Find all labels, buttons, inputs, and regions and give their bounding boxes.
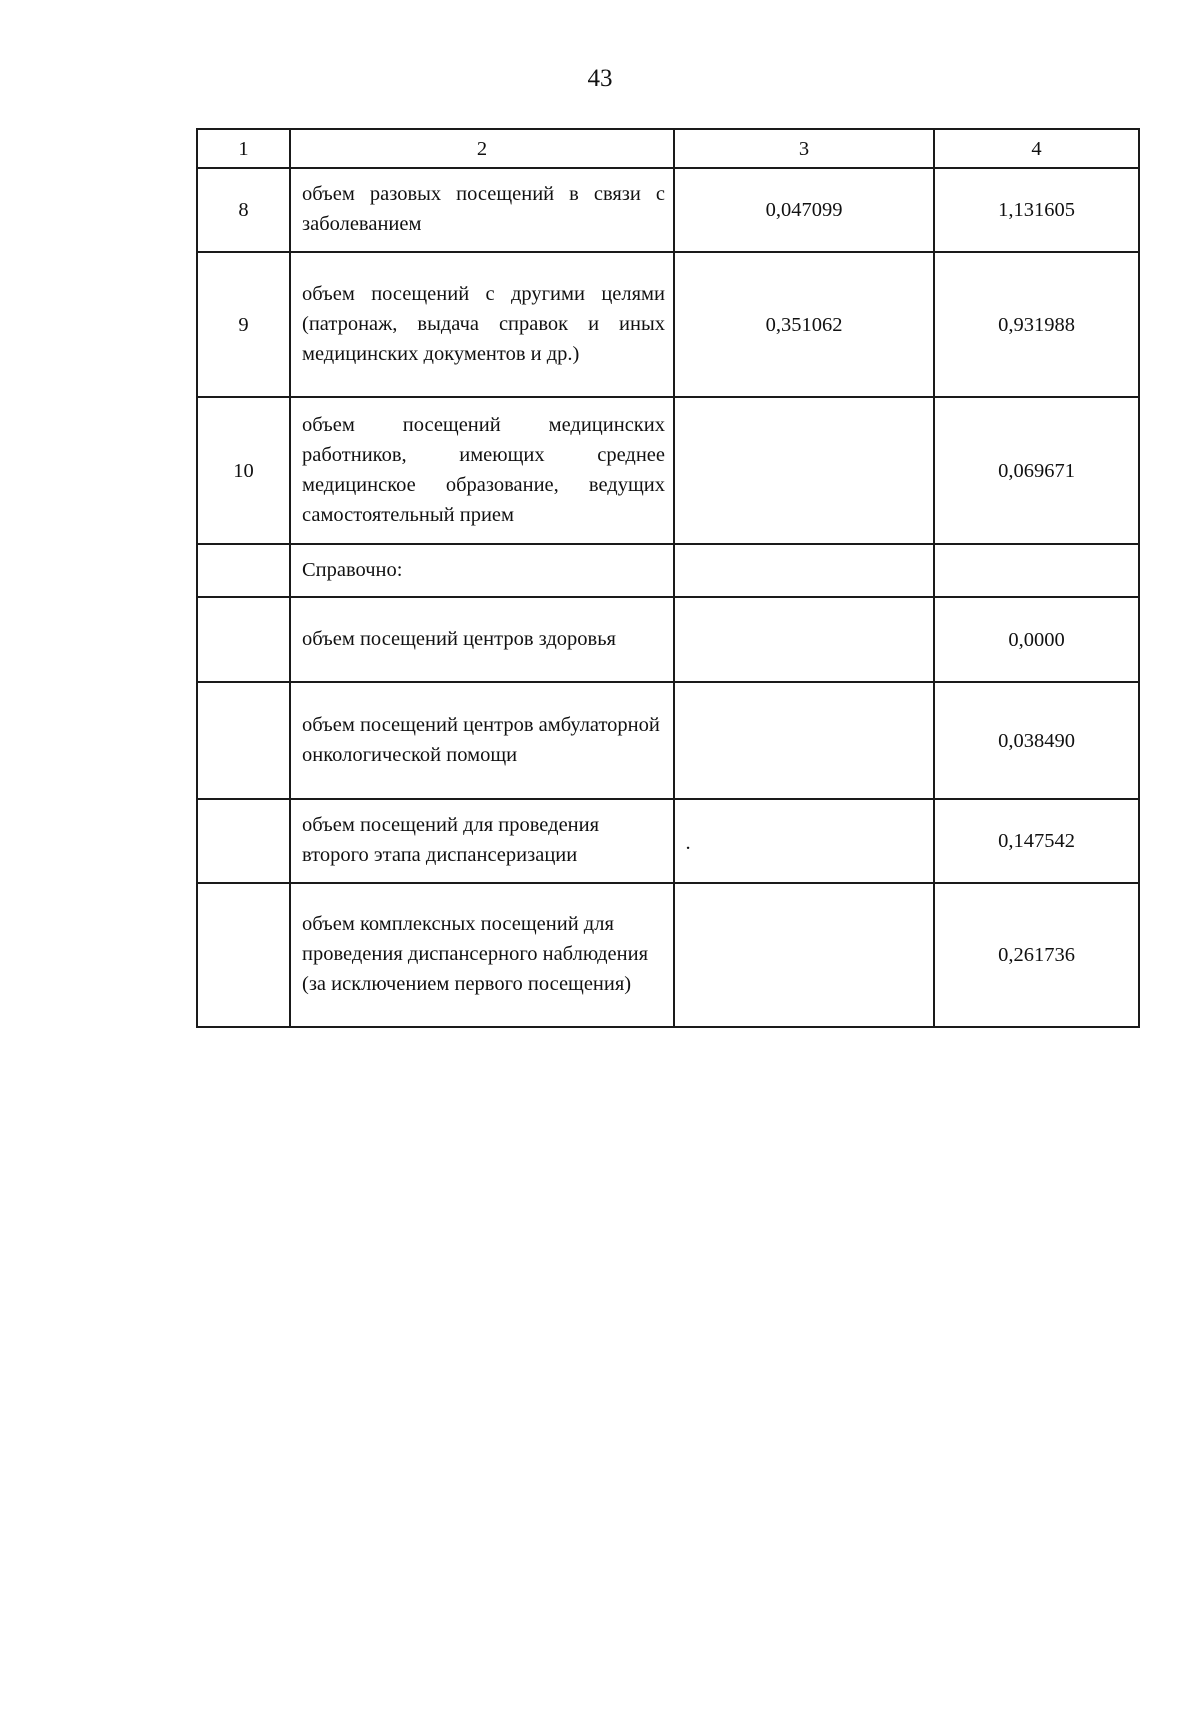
table-row [197,397,1139,544]
row-description: объем посещений центров амбулаторной онкологической помощи [290,682,674,799]
row-description: объем разовых посещений в связи с заболеванием [290,168,674,252]
row-value-col3 [674,682,934,799]
header-cell-4: 4 [934,129,1139,168]
row-value-col4: 0,069671 [934,397,1139,544]
table-row [197,597,1139,682]
row-number: 10 [197,397,290,544]
row-number [197,799,290,883]
row-description: объем комплексных посещений для проведения диспансерного наблюдения (за исключением первого посещения) [290,883,674,1027]
page-number: 43 [587,65,613,92]
row-number [197,682,290,799]
row-number [197,883,290,1027]
row-number: 9 [197,252,290,397]
row-value-col4: 0,931988 [934,252,1139,397]
row-value-col4: 0,038490 [934,682,1139,799]
row-value-col3 [674,397,934,544]
table-header-row [197,129,1139,168]
row-description: объем посещений с другими целями (патронаж, выдача справок и иных медицинских документов и др.) [290,252,674,397]
row-value-col3 [674,799,934,883]
table-row [197,682,1139,799]
row-number: 8 [197,168,290,252]
row-description: Справочно: [290,544,674,597]
row-description: объем посещений центров здоровья [290,597,674,682]
table-row [197,252,1139,397]
header-cell-3: 3 [674,129,934,168]
row-number [197,597,290,682]
row-value-col3 [674,883,934,1027]
row-value-col4: 0,147542 [934,799,1139,883]
row-value-col4: 1,131605 [934,168,1139,252]
header-cell-1: 1 [197,129,290,168]
stray-dot-mark: . [685,832,691,854]
row-value-col3 [674,597,934,682]
row-description: объем посещений медицинских работников, имеющих среднее медицинское образование, ведущих самостоятельный прием [290,397,674,544]
row-number [197,544,290,597]
table-row [197,883,1139,1027]
row-value-col3: 0,047099 [674,168,934,252]
table-row [197,168,1139,252]
header-cell-2: 2 [290,129,674,168]
row-value-col4 [934,544,1139,597]
row-value-col3: 0,351062 [674,252,934,397]
row-value-col4: 0,0000 [934,597,1139,682]
table-row-reference-heading [197,544,1139,597]
volume-table [196,128,1140,1028]
table-row [197,799,1139,883]
row-value-col3 [674,544,934,597]
row-description: объем посещений для проведения второго этапа диспансеризации [290,799,674,883]
row-value-col4: 0,261736 [934,883,1139,1027]
